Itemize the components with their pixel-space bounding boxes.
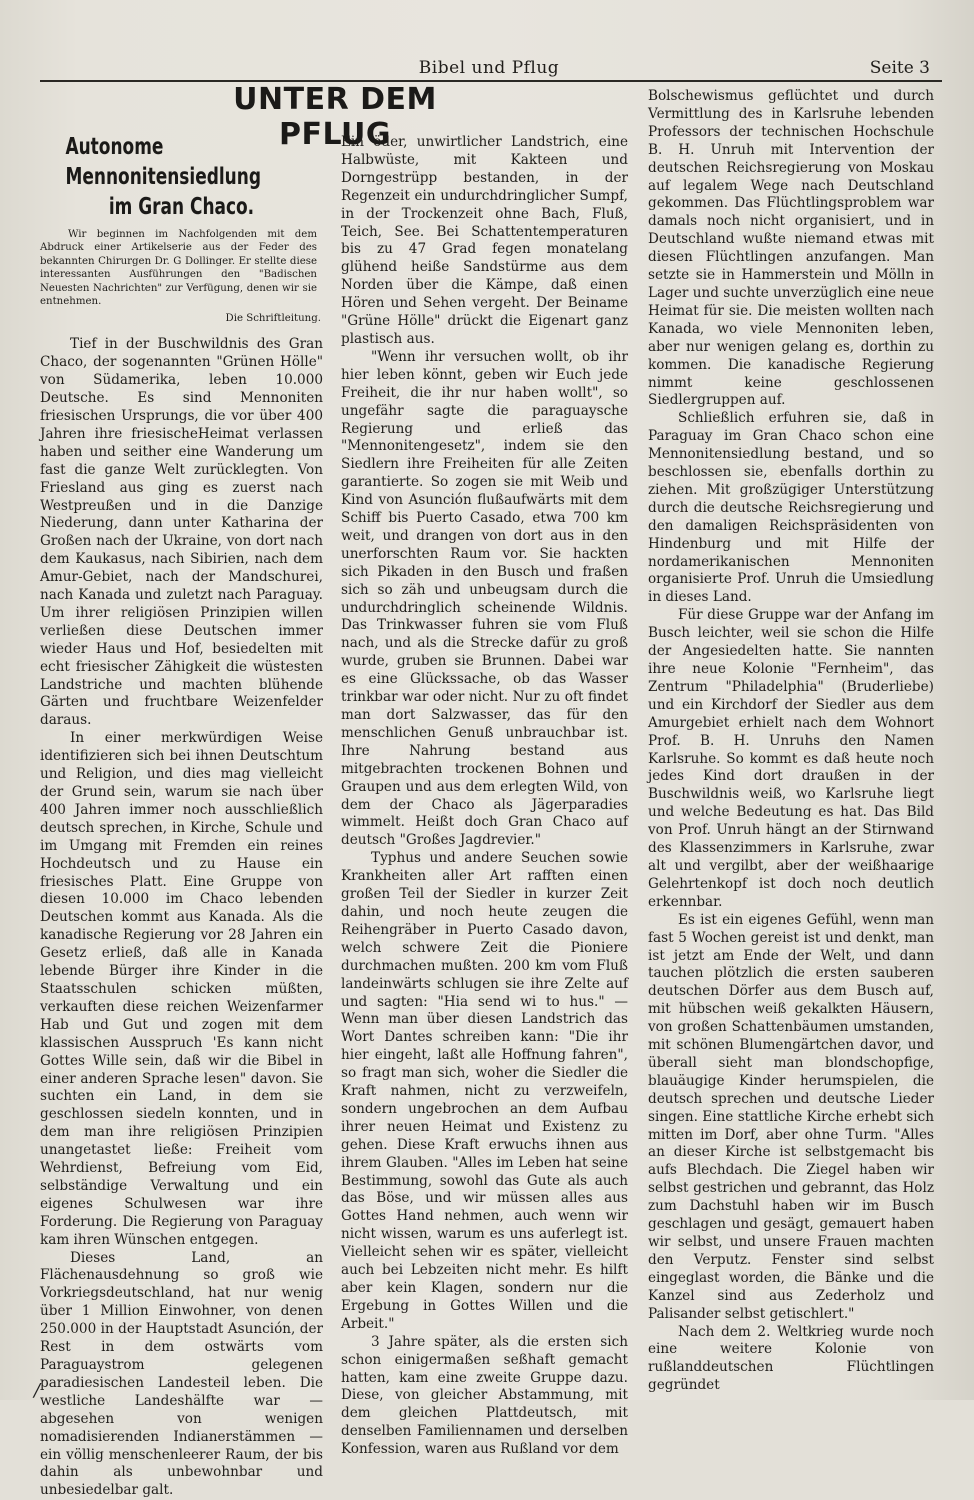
column-3 xyxy=(648,88,934,1395)
article-title xyxy=(65,132,297,222)
paragraph: Ein öder, unwirtlicher Landstrich, eine Halbwüste, mit Kakteen und Dorngestrüpp bestanden, in der Regenzeit ein undurchdringlicher Sumpf, in der Trockenzeit ohne Bach, Fluß, Teich, See. Bei Schattentemperaturen bis zu 47 Grad fegen monatelang glühend heiße Sandstürme aus dem Norden über die Kämpe, daß einen Hören und Sehen vergeht. Der Beiname "Grüne Hölle" drückt die Eigenart ganz plastisch aus. xyxy=(341,134,628,347)
column-1 xyxy=(40,128,323,1500)
editorial-intro: Wir beginnen im Nachfolgenden mit dem Abdruck einer Artikelserie aus der Feder des bekannten Chirurgen Dr. G Dollinger. Er stellte diese interessanten Ausführungen den "Badischen Neuesten Nachrichten" zur Verfügung, denen wir sie entnehmen. xyxy=(40,229,317,308)
column-2 xyxy=(341,134,628,1459)
paragraph: Typhus und andere Seuchen sowie Krankheiten aller Art rafften einen großen Teil der Siedler in kurzer Zeit dahin, und noch heute zeugen die Reihengräber in Puerto Casado davon, welch schwere Zeit die Pioniere durchmachen mußten. 200 km vom Fluß landeinwärts schlugen sie ihre Zelte auf und sagten: "Hia send wi to hus." — Wenn man über diesen Landstrich das Wort Dantes schreiben kann: "Die ihr hier eingeht, laßt alle Hoffnung fahren", so fragt man sich, woher die Siedler die Kraft nahmen, nicht zu verzweifeln, sondern ungebrochen an dem Aufbau ihrer neuen Heimat und Existenz zu gehen. Diese Kraft erwuchs ihnen aus ihrem Glauben. "Alles im Leben hat seine Bestimmung, sowohl das Gute als auch das Böse, und wir müssen alles aus Gottes Hand nehmen, auch wenn wir nicht wissen, warum es uns auferlegt ist. Vielleicht sehen wir es später, vielleicht auch bei Lebzeiten nicht mehr. Es hilft aber kein Klagen, sondern nur die Ergebung in Gottes Willen und die Arbeit." xyxy=(341,850,628,1332)
paragraph: Dieses Land, an Flächenausdehnung so groß wie Vorkriegsdeutschland, hat nur wenig über 1 Million Einwohner, von denen 250.000 in der Hauptstadt Asunción, der Rest in dem ostwärts vom Paraguaystrom gelegenen paradiesischen Landesteil leben. Die westliche Landeshälfte war — abgesehen von wenigen nomadisierenden Indianerstämmen — ein völlig menschenleerer Raum, der bis dahin als unbewohnbar und unbesiedelbar galt. xyxy=(40,1249,323,1499)
margin-mark: / xyxy=(34,1380,41,1401)
paragraph: Es ist ein eigenes Gefühl, wenn man fast 5 Wochen gereist ist und denkt, man ist jetzt am Ende der Welt, und dann tauchen plötzlich die ersten sauberen deutschen Dörfer aus dem Busch auf, mit hübschen weiß gekalkten Häusern, von großen Schattenbäumen umstanden, mit schönen Blumengärtchen davor, und überall sieht man blondschopfige, blauäugige Kinder herumspielen, die deutsch sprechen und deutsche Lieder singen. Eine stattliche Kirche erhebt sich mitten im Dorf, aber ohne Turm. "Alles an dieser Kirche ist selbstgemacht bis aufs Blechdach. Die Ziegel haben wir selbst gestrichen und gebrannt, das Holz zum Dachstuhl haben wir im Busch geschlagen und gesägt, gemauert haben wir selbst, und unsere Frauen machten den Verputz. Fenster sind selbst eingeglast worden, die Bänke und die Kanzel sind aus Zederholz und Palisander selbst getischlert." xyxy=(648,911,934,1322)
paragraph: In einer merkwürdigen Weise identifizieren sich bei ihnen Deutschtum und Religion, und dies mag vielleicht der Grund sein, warum sie nach über 400 Jahren immer noch ausschließlich deutsch sprechen, in Kirche, Schule und im Umgang mit Fremden ein reines Hochdeutsch und zu Hause ein friesisches Platt. Eine Gruppe von diesen 10.000 im Chaco lebenden Deutschen kommt aus Kanada. Als die kanadische Regierung vor 28 Jahren ein Gesetz erließ, daß alle in Kanada lebende Bürger ihre Kinder in die Staatsschulen schicken müßten, verkauften diese reichen Weizenfarmer Hab und Gut und zogen mit dem klassischen Ausspruch 'Es kann nicht Gottes Wille sein, daß wir die Bibel in einer anderen Sprache lesen" davon. Sie suchten ein Land, in dem sie geschlossen siedeln konnten, und in dem man ihre religiösen Prinzipien unangetastet ließe: Freiheit vom Wehrdienst, Befreiung vom Eid, selbständige Verwaltung und ein eigenes Schulwesen war ihre Forderung. Die Regierung von Paraguay kam ihren Wünschen entgegen. xyxy=(40,730,323,1248)
editorial-signature: Die Schriftleitung. xyxy=(225,313,321,325)
article-title-line-1: Autonome Mennonitensiedlung xyxy=(65,134,261,190)
page-number: Seite 3 xyxy=(869,58,930,78)
paragraph: 3 Jahre später, als die ersten sich schon einigermaßen seßhaft gemacht hatten, kam eine zweite Gruppe dazu. Diese, von gleicher Abstammung, mit dem gleichen Plattdeutsch, mit denselben Familiennamen und derselben Konfession, waren aus Rußland vor dem xyxy=(341,1333,628,1458)
paragraph: Nach dem 2. Weltkrieg wurde noch eine weitere Kolonie von rußlanddeutschen Flüchtlingen gegründet xyxy=(648,1323,934,1394)
section-heading: UNTER DEM PFLUG xyxy=(233,82,437,152)
column-1-body xyxy=(40,336,323,1500)
paragraph: "Wenn ihr versuchen wollt, ob ihr hier leben könnt, geben wir Euch jede Freiheit, die ihr nur haben wollt", so ungefähr sagte die paraguaysche Regierung und erließ das "Mennonitengesetz", indem sie den Siedlern ihre Freiheiten für alle Zeiten garantierte. So zogen sie mit Weib und Kind von Asunción flußaufwärts mit dem Schiff bis Puerto Casado, etwa 700 km weit, und drangen von dort aus in den unerforschten Raum vor. Sie hackten sich Pikaden in den Busch und fraßen sich so zäh und unbeugsam durch die undurchdringlich scheinende Wildnis. Das Trinkwasser fuhren sie vom Fluß nach, und als die Strecke dafür zu groß wurde, gruben sie Brunnen. Dabei war es eine Glückssache, ob das Wasser trinkbar war oder nicht. Nur zu oft findet man dort Salzwasser, das für den menschlichen Genuß unbrauchbar ist. Ihre Nahrung bestand aus mitgebrachten trockenen Bohnen und Graupen und aus dem erlegten Wild, von dem der Chaco als Jägerparadies wimmelt. Heißt doch Gran Chaco auf deutsch "Großes Jagdrevier." xyxy=(341,348,628,849)
publication-title: Bibel und Pflug xyxy=(418,58,560,78)
page-header xyxy=(40,58,938,82)
paragraph: Schließlich erfuhren sie, daß in Paraguay im Gran Chaco schon eine Mennonitensiedlung bestand, und so beschlossen sie, ebenfalls dorthin zu ziehen. Mit großzügiger Unterstützung durch die deutsche Reichsregierung und den damaligen Reichspräsidenten von Hindenburg und mit Hilfe der nordamerikanischen Mennoniten organisierte Prof. Unruh die Umsiedlung in dieses Land. xyxy=(648,410,934,606)
article-title-line-2: im Gran Chaco. xyxy=(108,194,255,220)
paragraph: Für diese Gruppe war der Anfang im Busch leichter, weil sie schon die Hilfe der Angesiedelten hatte. Sie nannten ihre neue Kolonie "Fernheim", das Zentrum "Philadelphia" (Bruderliebe) und ein Kirchdorf der Siedler aus dem Amurgebiet erhielt nach dem Wohnort Prof. B. H. Unruhs den Namen Karlsruhe. So kommt es daß heute noch jedes Kind dort draußen in der Buschwildnis weiß, wo Karlsruhe liegt und welche Bedeutung es hat. Das Bild von Prof. Unruh hängt an der Stirnwand des Klassenzimmers in Karlsruhe, zwar alt und vergilbt, aber der weißhaarige Gelehrtenkopf ist doch noch deutlich erkennbar. xyxy=(648,607,934,910)
paragraph: Bolschewismus geflüchtet und durch Vermittlung des in Karlsruhe lebenden Professors der technischen Hochschule B. H. Unruh mit Intervention der deutschen Reichsregierung von Moskau auf legalem Wege nach Deutschland gekommen. Das Flüchtlingsproblem war damals noch nicht organisiert, und in Deutschland wußte niemand etwas mit diesen Flüchtlingen anzufangen. Man setzte sie in Hammerstein und Mölln in Lager und suchte unverzüglich eine neue Heimat für sie. Die meisten wollten nach Kanada, wo viele Mennoniten leben, aber nur wenigen gelang es, dorthin zu kommen. Die kanadische Regierung nimmt keine geschlossenen Siedlergruppen auf. xyxy=(648,88,935,409)
paragraph: Tief in der Buschwildnis des Gran Chaco, der sogenannten "Grünen Hölle" von Südamerika, leben 10.000 Deutsche. Es sind Mennoniten friesischen Ursprungs, die vor über 400 Jahren ihre friesischeHeimat verlassen haben und seither eine Wanderung um fast die ganze Welt zurücklegten. Von Friesland aus ging es zuerst nach Westpreußen und in die Danzige Niederung, dann unter Katharina der Großen nach der Ukraine, von dort nach dem Kaukasus, nach Sibirien, nach dem Amur-Gebiet, nach der Mandschurei, nach Kanada und zuletzt nach Paraguay. Um ihrer religiösen Prinzipien willen verließen diese Deutschen immer wieder Haus und Hof, besiedelten mit echt friesischer Zähigkeit die wüstesten Landstriche und machten blühende Gärten und fruchtbare Weizenfelder daraus. xyxy=(40,336,323,729)
